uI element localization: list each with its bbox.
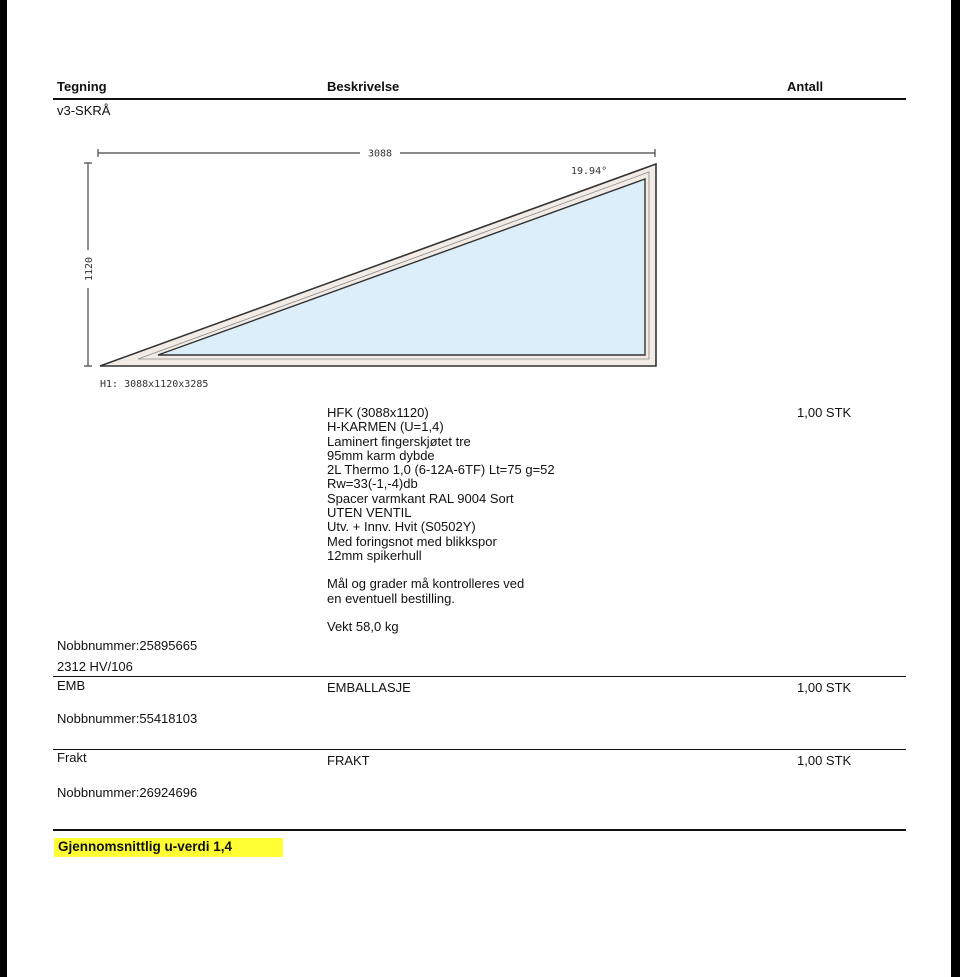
description-line: UTEN VENTIL xyxy=(327,505,412,521)
description-line: Laminert fingerskjøtet tre xyxy=(327,433,471,449)
description-line: H-KARMEN (U=1,4) xyxy=(327,419,444,435)
item2-rule xyxy=(53,749,906,750)
description-line: Med foringsnot med blikkspor xyxy=(327,533,497,549)
item3-description: FRAKT xyxy=(327,753,370,768)
item2-quantity: 1,00 STK xyxy=(797,680,852,695)
description-line: Utv. + Innv. Hvit (S0502Y) xyxy=(327,519,476,535)
item3-quantity: 1,00 STK xyxy=(797,753,852,768)
item1-quantity: 1,00 STK xyxy=(797,405,852,420)
left-border xyxy=(0,0,7,977)
width-label: 3088 xyxy=(367,148,393,160)
u-value-highlight xyxy=(54,838,283,857)
description-line: 2L Thermo 1,0 (6-12A-6TF) Lt=75 g=52 xyxy=(327,462,555,478)
header-drawing: Tegning xyxy=(57,79,107,94)
description-line: Rw=33(-1,-4)db xyxy=(327,476,418,492)
drawing-caption: H1: 3088x1120x3285 xyxy=(100,379,209,390)
item3-code: Frakt xyxy=(57,750,87,765)
note-line: Mål og grader må kontrolleres ved xyxy=(327,576,525,592)
item3-nobb: Nobbnummer:26924696 xyxy=(57,785,198,800)
description-line: 12mm spikerhull xyxy=(327,547,422,563)
total-rule xyxy=(53,829,906,831)
item1-nobb: Nobbnummer:25895665 xyxy=(57,638,198,653)
height-label: 1120 xyxy=(84,256,95,282)
note-line: en eventuell bestilling. xyxy=(327,590,455,606)
item1-code: v3-SKRÅ xyxy=(57,103,111,118)
header-rule xyxy=(53,98,906,100)
item2-description: EMBALLASJE xyxy=(327,680,411,695)
item1-ref: 2312 HV/106 xyxy=(57,659,133,674)
angle-label: 19.94° xyxy=(571,166,608,177)
item2-nobb: Nobbnummer:55418103 xyxy=(57,711,198,726)
right-border xyxy=(951,0,960,977)
description-line: 95mm karm dybde xyxy=(327,447,435,463)
header-quantity: Antall xyxy=(787,79,824,94)
header-description: Beskrivelse xyxy=(327,79,400,94)
description-line: Spacer varmkant RAL 9004 Sort xyxy=(327,490,514,506)
description-line: HFK (3088x1120) xyxy=(327,405,429,420)
u-value-text: Gjennomsnittlig u-verdi 1,4 xyxy=(58,839,233,854)
window-drawing xyxy=(80,140,680,400)
item1-rule xyxy=(53,676,906,677)
weight-text: Vekt 58,0 kg xyxy=(327,618,399,634)
item2-code: EMB xyxy=(57,678,86,693)
window-glass xyxy=(158,179,645,355)
item1-description xyxy=(327,406,555,634)
